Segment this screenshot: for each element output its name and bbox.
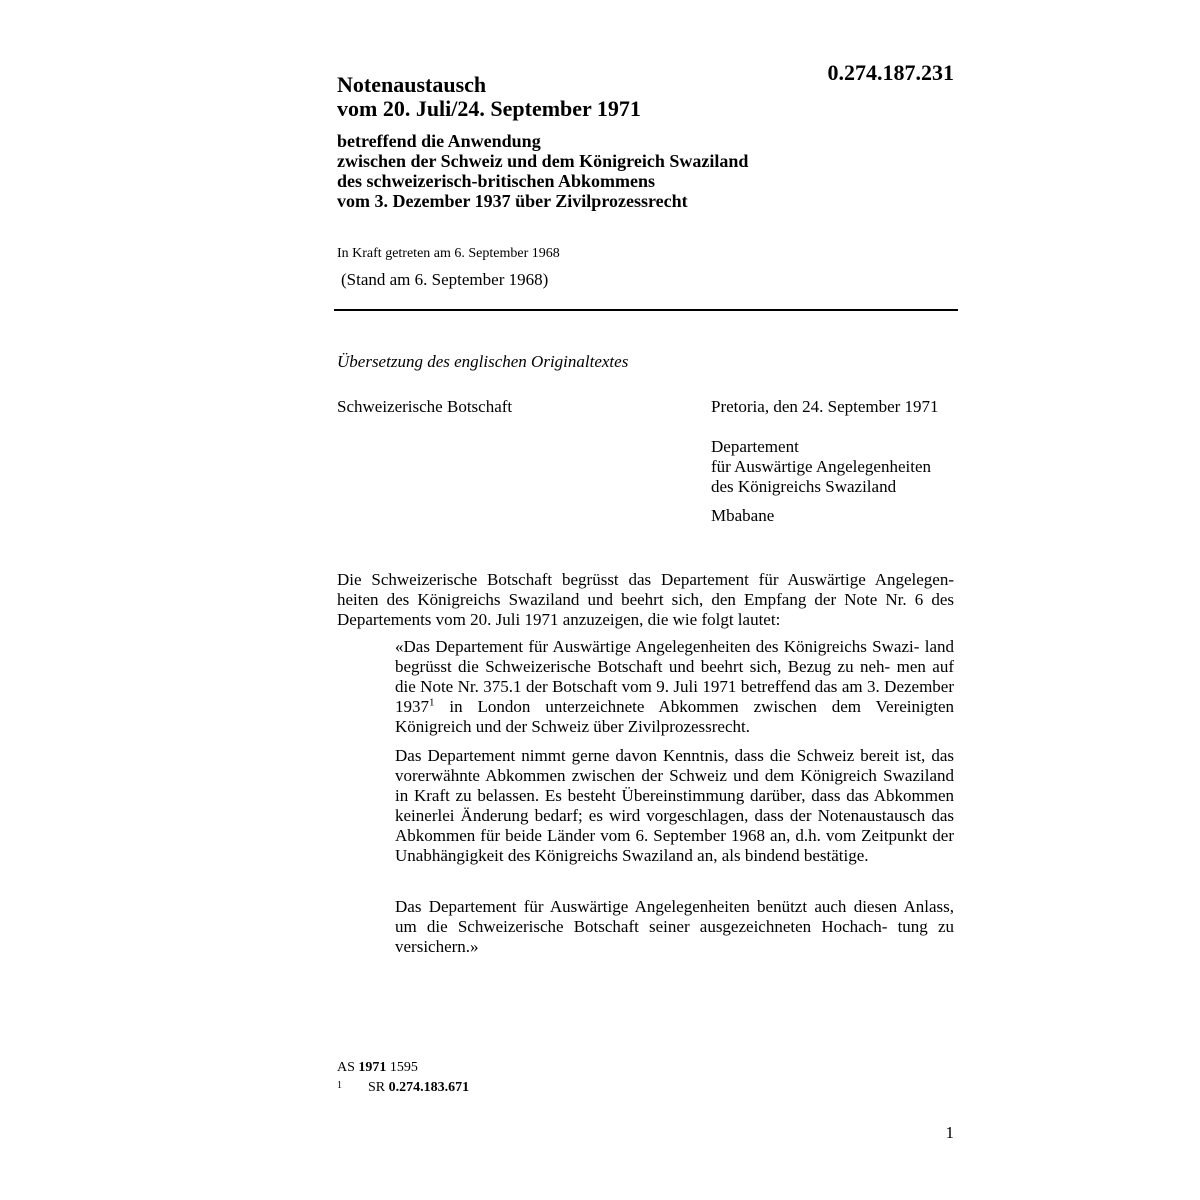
status-date: (Stand am 6. September 1968)	[341, 270, 549, 289]
text-line: «Das Departement für Auswärtige Angelegenheiten des Königreichs Swazi-	[395, 637, 920, 656]
text-line: als bindend bestätige.	[721, 846, 869, 865]
text-line: an, d.h. vom Zeitpunkt der Unabhängigkeit des Königreichs Swaziland an,	[395, 826, 955, 865]
text-line: land begrüsst die Schweizerische Botschaft und beehrt sich, Bezug zu neh-	[395, 637, 954, 676]
quote-paragraph	[395, 746, 954, 866]
text-line: Das Departement nimmt gerne davon Kenntnis, dass die Schweiz bereit ist,	[395, 746, 926, 765]
text-line: das Abkommen keinerlei Änderung bedarf; es wird vorgeschlagen, dass der	[395, 786, 954, 825]
quote-paragraph	[395, 637, 954, 737]
text-line: am 3. Dezember 1937	[395, 677, 955, 716]
page-number: 1	[945, 1123, 954, 1142]
place-date: Pretoria, den 24. September 1971	[711, 397, 939, 416]
intro-paragraph	[337, 570, 954, 630]
text-line: heiten des Königreichs Swaziland und beehrt sich, den Empfang der Note Nr. 6 des	[337, 590, 954, 609]
header-divider	[334, 309, 958, 311]
sender: Schweizerische Botschaft	[337, 397, 513, 416]
text-line: Vereinigten Königreich und der Schweiz über Zivilprozessrecht.	[395, 697, 954, 736]
text-line: Notenaustausch das Abkommen für beide Länder vom 6. September 1968	[395, 806, 954, 845]
recipient-line: für Auswärtige Angelegenheiten	[711, 457, 931, 476]
footnote-reference[interactable]: 1	[429, 696, 435, 709]
recipient-line: Departement	[711, 437, 799, 456]
subtitle-line: vom 3. Dezember 1937 über Zivilprozessrecht	[337, 191, 688, 211]
recipient-city: Mbabane	[711, 506, 775, 525]
text-line: Departements vom 20. Juli 1971 anzuzeigen, die wie folgt lautet:	[337, 610, 781, 629]
footnote	[337, 1078, 469, 1098]
as-page: 1595	[389, 1060, 418, 1075]
text-line: Das Departement für Auswärtige Angelegenheiten benützt auch diesen	[395, 897, 898, 916]
footnote-number: 1	[337, 1080, 342, 1091]
text-line: Die Schweizerische Botschaft begrüsst das Departement für Auswärtige Angelegen-	[337, 570, 954, 589]
as-year: 1971	[358, 1060, 387, 1075]
subtitle-line: betreffend die Anwendung	[337, 131, 541, 151]
official-compilation-ref	[337, 1058, 418, 1078]
footnote-prefix: SR	[368, 1080, 386, 1095]
text-line: tung zu versichern.»	[395, 917, 954, 956]
document-title	[337, 73, 641, 121]
as-prefix: AS	[337, 1060, 355, 1075]
recipient-line: des Königreichs Swaziland	[711, 477, 897, 496]
subtitle-line: des schweizerisch-britischen Abkommens	[337, 171, 655, 191]
document-subtitle	[337, 131, 748, 211]
text-line: men auf die Note Nr. 375.1 der Botschaft vom 9. Juli 1971 betreffend das	[395, 657, 955, 696]
quote-paragraph	[395, 897, 954, 957]
subtitle-line: zwischen der Schweiz und dem Königreich Swaziland	[337, 151, 749, 171]
footnote-sr-link[interactable]: 0.274.183.671	[388, 1080, 470, 1095]
text-line: Anlass, um die Schweizerische Botschaft seiner ausgezeichneten Hochach-	[395, 897, 954, 936]
text-line: Swaziland in Kraft zu belassen. Es besteht Übereinstimmung darüber, dass	[395, 766, 954, 805]
sr-number: 0.274.187.231	[827, 60, 954, 85]
translation-note: Übersetzung des englischen Originaltextes	[337, 352, 629, 371]
in-force-date: In Kraft getreten am 6. September 1968	[337, 246, 560, 261]
title-line: vom 20. Juli/24. September 1971	[337, 96, 641, 121]
title-line: Notenaustausch	[337, 72, 487, 97]
text-line: in London unterzeichnete Abkommen zwischen dem	[434, 697, 862, 716]
text-line: das vorerwähnte Abkommen zwischen der Schweiz und dem Königreich	[395, 746, 954, 785]
recipient-address	[711, 437, 931, 497]
